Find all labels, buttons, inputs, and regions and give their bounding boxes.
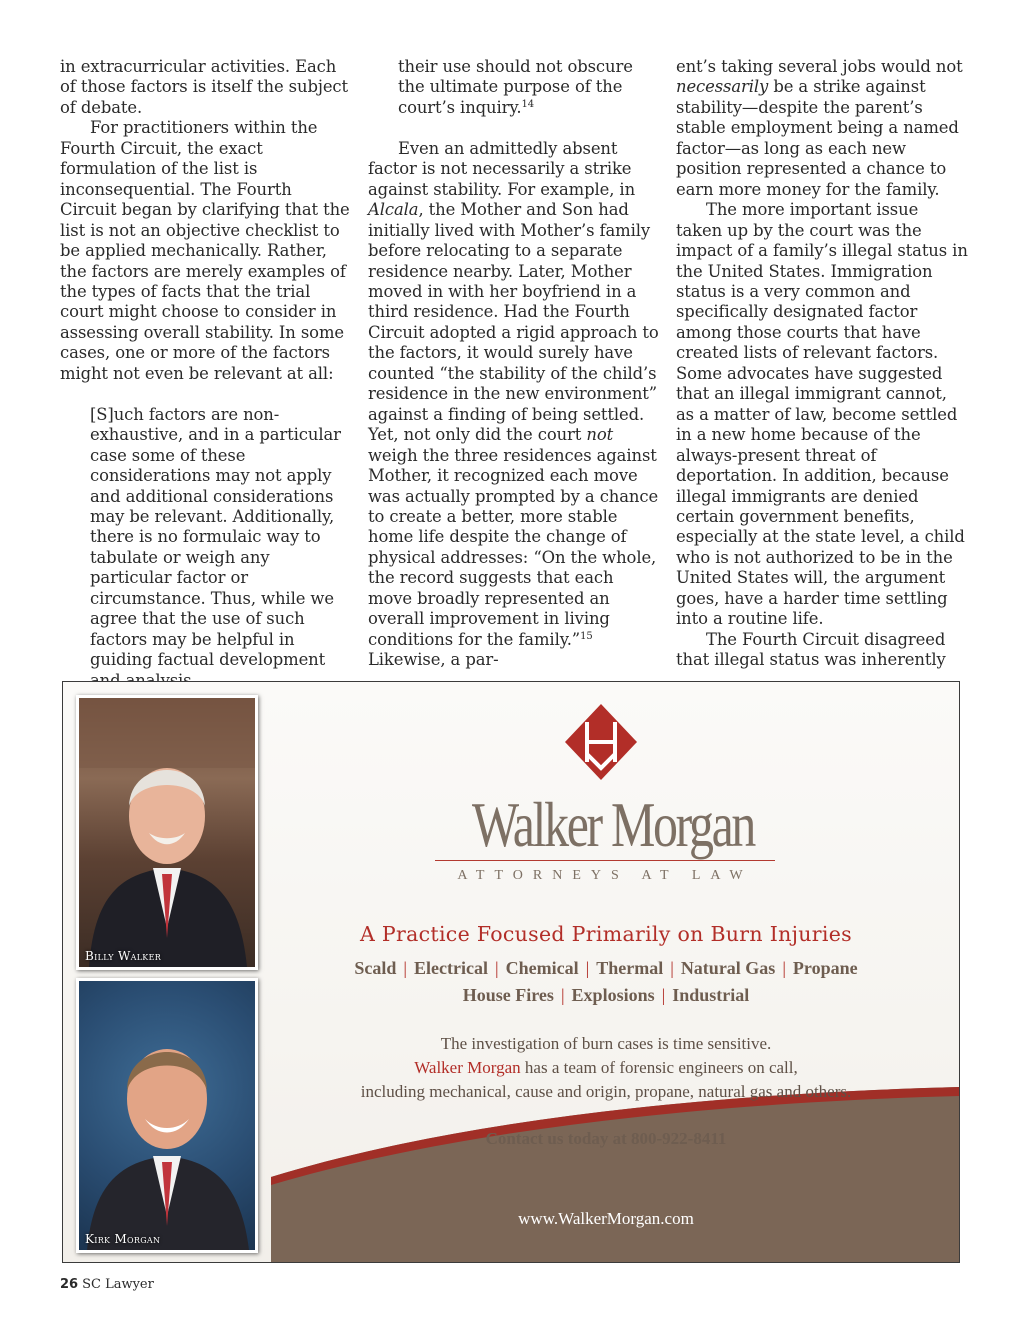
case-name-alcala: Alcala (368, 200, 419, 220)
article-column-3 (676, 57, 968, 671)
website-link[interactable]: www.WalkerMorgan.com (518, 1209, 694, 1228)
col1-block-quote: [S]uch factors are non-exhaustive, and in a particular case some of these considerations may not apply and additional considerations may be relevant. Additionally, there is no formulaic way to tabulate or weigh any particular factor or circumstance. Thus, while we agree that the use of such factors may be helpful in guiding factual development (90, 404, 341, 670)
page-footer (60, 1277, 154, 1292)
tag-electrical: Electrical (414, 958, 488, 978)
separator: | (403, 958, 408, 978)
portrait-illustration (79, 698, 255, 967)
footnote-14: 14 (521, 98, 535, 110)
brand-divider (435, 860, 775, 861)
quote-end-text: their use should not obscure the ultimate purpose of the court’s inquiry. (398, 57, 633, 117)
emphasis-necessarily: necessarily (676, 77, 769, 97)
separator: | (782, 958, 786, 978)
separator: | (560, 985, 565, 1005)
ad-body-line-1: The investigation of burn cases is time sensitive. (440, 1034, 772, 1053)
ad-headline: A Practice Focused Primarily on Burn Injuries (360, 922, 852, 946)
col3-text-b: be a strike against stability—despite the parent’s stable employment being a named factor—as long as each new position represented a chance to earn more money for the family. (676, 77, 959, 199)
portrait-billy-walker (79, 698, 255, 967)
separator: | (495, 958, 499, 978)
col1-paragraph-1: in extracurricular activities. Each of those factors is itself the subject of debate. (60, 57, 348, 117)
portrait-illustration (79, 981, 255, 1250)
photo-frame-billy-walker (76, 695, 258, 970)
tag-house-fires: House Fires (462, 985, 554, 1005)
emphasis-not: not (586, 425, 614, 445)
article-column-1 (60, 57, 352, 691)
tag-thermal: Thermal (596, 958, 664, 978)
portrait-kirk-morgan (79, 981, 255, 1250)
footnote-15: 15 (580, 630, 593, 642)
walker-morgan-logo-icon (563, 702, 639, 782)
col3-text-a: ent’s taking several jobs would not (676, 57, 963, 76)
col2-text-c: weigh the three residences against Mother, it recognized each move was actually prompted by a chance to create a better, more stable home life despite the change of physical addresses: “On the whole, the record suggests that each move broadly represented an overall improvement in living conditions for the family.” (368, 445, 659, 649)
tag-explosions: Explosions (571, 985, 655, 1005)
tag-scald: Scald (354, 958, 397, 978)
article-column-2 (368, 57, 660, 671)
photo-frame-kirk-morgan (76, 978, 258, 1253)
col2-block-quote-end (398, 57, 660, 118)
brand-tagline: ATTORNEYS AT LAW (457, 868, 753, 883)
separator: | (670, 958, 674, 978)
separator: | (661, 985, 666, 1005)
ad-body-line-2-rest: has a team of forensic engineers on call, (520, 1058, 798, 1077)
separator: | (585, 958, 590, 978)
brand-name: Walker Morgan (471, 789, 755, 860)
photo-caption-billy-walker: Billy Walker (85, 949, 162, 963)
col3-paragraph-1 (676, 57, 968, 200)
contact-phone[interactable]: Contact us today at 800-922-8411 (485, 1129, 727, 1148)
ad-body-line-3: including mechanical, cause and origin, propane, natural gas and others. (360, 1082, 852, 1101)
publication-name: SC Lawyer (82, 1277, 154, 1292)
ad-body-line-2 (293, 1058, 919, 1078)
col2-text-d: Likewise, a par- (368, 650, 499, 670)
col2-text-a: Even an admittedly absent factor is not necessarily a strike against stability. For example, in (368, 138, 636, 199)
walker-morgan-advertisement (62, 681, 960, 1263)
col3-paragraph-2: The more important issue taken up by the court was the impact of a family’s illegal status in the United States. Immigration status is a very common and specifically designated factor among those courts that have created lists of relevant factors. Some advocates have suggested that an illegal immigrant cannot, as a matter of law, become settled in a new home because of the always-present threat of deportation. In addition, because illegal immigrants are denied certain government benefits, especially at the state level, a child who is not authorized to be in the United States will, the argument goes, have a harder time settling into a routine life. (676, 200, 968, 629)
tag-industrial: Industrial (672, 985, 750, 1005)
ad-firm-name-inline: Walker Morgan (414, 1058, 521, 1077)
injury-types-row-2 (293, 985, 919, 1006)
photo-caption-kirk-morgan: Kirk Morgan (85, 1232, 161, 1246)
col3-paragraph-3: The Fourth Circuit disagreed that illegal status was inherently (676, 629, 946, 670)
col2-text-b: , the Mother and Son had initially lived with Mother’s family before relocating to a separate residence nearby. Later, Mother moved in with her boyfriend in a third residence. Had the Fourth Circuit adopted a rigid approach to the factors, it would surely have counted “the stability of the child’s residence in the new environment” against a finding of being settled. Yet, not only did the court (368, 200, 659, 445)
tag-propane: Propane (792, 958, 858, 978)
tag-natural-gas: Natural Gas (680, 958, 776, 978)
injury-types-row-1 (293, 958, 919, 979)
page-number: 26 (60, 1277, 79, 1292)
col1-paragraph-2: For practitioners within the Fourth Circuit, the exact formulation of the list is inconsequential. The Fourth Circuit began by clarifying that the list is not an objective checklist to be applied mechanically. Rather, the factors are merely examples of the types of facts that the trial court might choose to consider in assessing overall stability. In some cases, one or more of the factors might not even be relevant at all: (60, 118, 350, 383)
col2-paragraph-1 (368, 139, 660, 671)
tag-chemical: Chemical (505, 958, 579, 978)
